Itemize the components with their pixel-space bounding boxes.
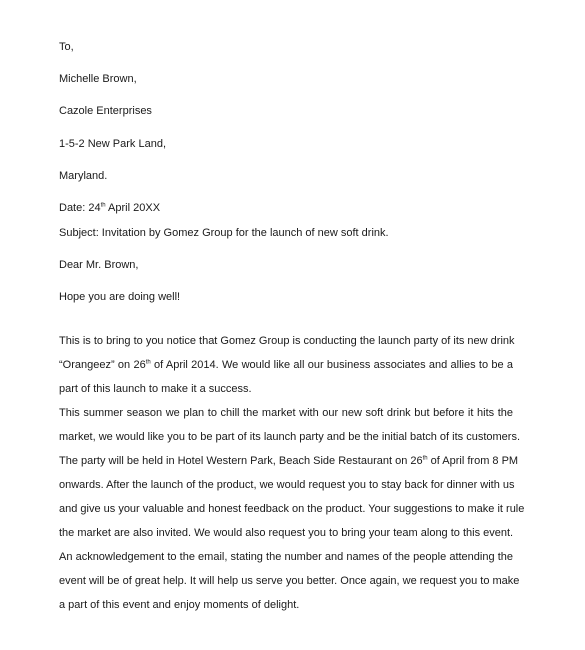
paragraph-row: This summer season we plan to chill the market with our new soft drink but before it hits the bbox=[59, 407, 513, 419]
row-text: of April from 8 PM bbox=[427, 455, 519, 467]
row-text: The party will be held in Hotel Western Park, Beach Side Restaurant on 26 bbox=[59, 455, 423, 467]
date-prefix: Date: 24 bbox=[59, 202, 101, 214]
date-line bbox=[59, 201, 160, 215]
ordinal-suffix: th bbox=[145, 359, 151, 366]
salutation: Dear Mr. Brown, bbox=[59, 259, 139, 271]
body-paragraph-1 bbox=[59, 329, 525, 617]
greeting: Hope you are doing well! bbox=[59, 291, 181, 303]
paragraph-row: and give us your valuable and honest feedback on the product. Your suggestions to make it rule bbox=[59, 503, 525, 515]
paragraph-row: An acknowledgement to the email, stating the number and names of the people attending the bbox=[59, 551, 513, 563]
paragraph-row: the market are also invited. We would also request you to bring your team along to this event. bbox=[59, 527, 514, 539]
recipient-state: Maryland. bbox=[59, 170, 108, 182]
recipient-company: Cazole Enterprises bbox=[59, 105, 152, 117]
subject-line: Subject: Invitation by Gomez Group for the launch of new soft drink. bbox=[59, 227, 389, 239]
ordinal-suffix: th bbox=[422, 455, 428, 462]
paragraph-row: market, we would like you to be part of its launch party and be the initial batch of its customers. bbox=[59, 431, 521, 443]
row-text: of April 2014. We would like all our business associates and allies to be a bbox=[150, 359, 514, 371]
paragraph-row: This is to bring to you notice that Gomez Group is conducting the launch party of its new drink bbox=[59, 335, 515, 347]
paragraph-row: part of this launch to make it a success. bbox=[59, 383, 252, 395]
row-text: “Orangeez” on 26 bbox=[59, 359, 146, 371]
to-line: To, bbox=[59, 41, 74, 53]
paragraph-row: onwards. After the launch of the product, we would request you to stay back for dinner with us bbox=[59, 479, 515, 491]
paragraph-row: event will be of great help. It will help us serve you better. Once again, we request you to make bbox=[59, 575, 520, 587]
paragraph-row: a part of this event and enjoy moments of delight. bbox=[59, 599, 300, 611]
recipient-address: 1-5-2 New Park Land, bbox=[59, 138, 166, 150]
recipient-name: Michelle Brown, bbox=[59, 73, 137, 85]
date-suffix: April 20XX bbox=[105, 202, 161, 214]
date-ordinal: th bbox=[100, 202, 106, 209]
paragraph-row bbox=[59, 353, 513, 377]
paragraph-row bbox=[59, 449, 519, 473]
